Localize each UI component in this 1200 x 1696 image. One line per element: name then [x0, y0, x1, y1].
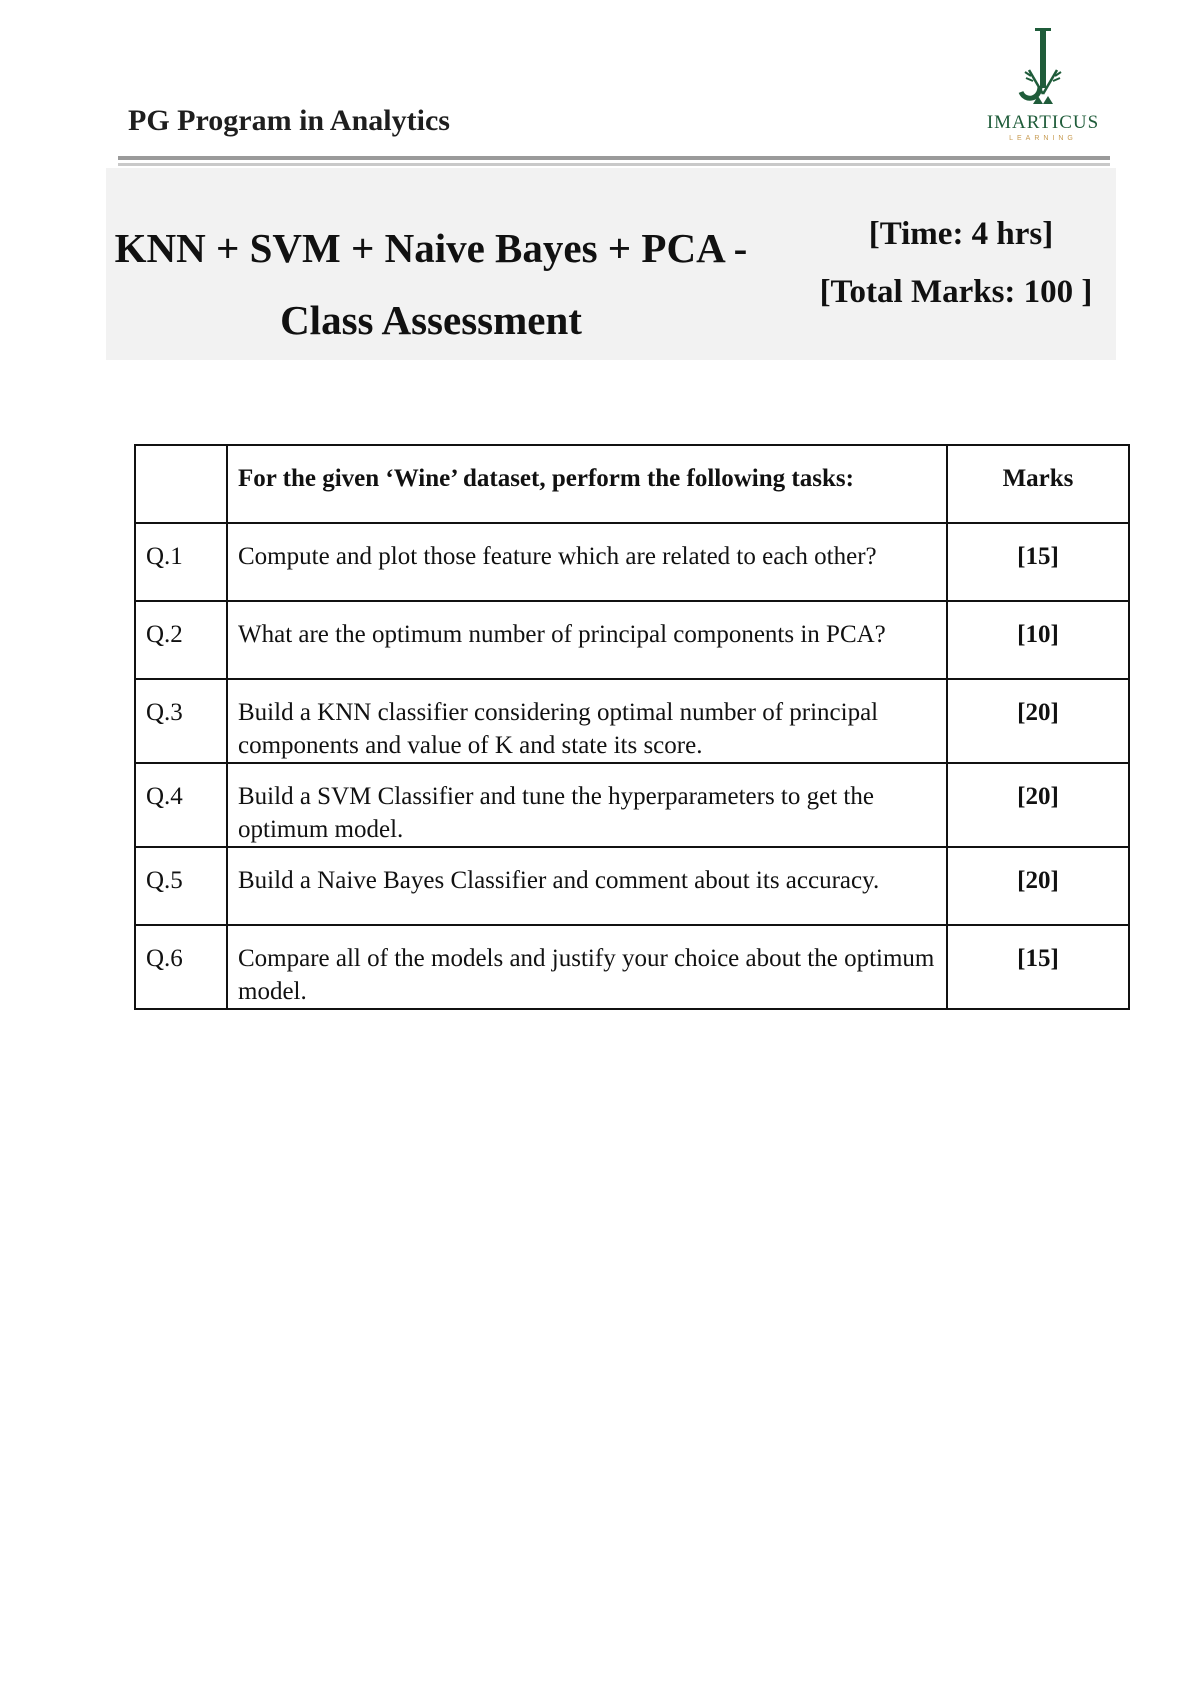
- header-rule: [118, 156, 1110, 160]
- program-title: PG Program in Analytics: [128, 104, 450, 137]
- questions-table: [134, 444, 1130, 1010]
- question-text: Build a KNN classifier considering optimal number of principal components and value of K and state its score.: [227, 679, 947, 763]
- assessment-title-line1: KNN + SVM + Naive Bayes + PCA -: [114, 225, 748, 271]
- question-number: Q.4: [135, 763, 227, 847]
- question-marks: [20]: [947, 763, 1129, 847]
- table-row: [135, 679, 1129, 763]
- total-marks-label: [Total Marks: 100 ]: [819, 274, 1093, 310]
- question-number: Q.3: [135, 679, 227, 763]
- table-row: [135, 601, 1129, 679]
- question-text: What are the optimum number of principal components in PCA?: [227, 601, 947, 679]
- question-text: Build a Naive Bayes Classifier and comment about its accuracy.: [227, 847, 947, 925]
- assessment-title-line2: Class Assessment: [280, 297, 582, 343]
- table-row: [135, 763, 1129, 847]
- question-number: Q.1: [135, 523, 227, 601]
- question-marks: [10]: [947, 601, 1129, 679]
- table-header-row: [135, 445, 1129, 523]
- question-text: Compare all of the models and justify your choice about the optimum model.: [227, 925, 947, 1009]
- header-marks-cell: Marks: [947, 445, 1129, 523]
- table-row: [135, 925, 1129, 1009]
- company-logo: [978, 24, 1108, 148]
- question-marks: [15]: [947, 523, 1129, 601]
- question-marks: [15]: [947, 925, 1129, 1009]
- question-text: Compute and plot those feature which are related to each other?: [227, 523, 947, 601]
- imarticus-logo-icon: [1013, 24, 1073, 110]
- question-number: Q.5: [135, 847, 227, 925]
- question-number: Q.6: [135, 925, 227, 1009]
- logo-subtitle: LEARNING: [1009, 135, 1077, 142]
- question-marks: [20]: [947, 679, 1129, 763]
- table-row: [135, 523, 1129, 601]
- table-row: [135, 847, 1129, 925]
- question-marks: [20]: [947, 847, 1129, 925]
- assessment-title: [106, 212, 756, 356]
- question-number: Q.2: [135, 601, 227, 679]
- title-banner: [106, 168, 1116, 360]
- header-task-cell: For the given ‘Wine’ dataset, perform the following tasks:: [227, 445, 947, 523]
- logo-wordmark: IMARTICUS: [986, 112, 1100, 133]
- header-num-cell: [135, 445, 227, 523]
- header-rule-light: [118, 163, 1110, 166]
- question-text: Build a SVM Classifier and tune the hyperparameters to get the optimum model.: [227, 763, 947, 847]
- time-label: [Time: 4 hrs]: [868, 216, 1054, 252]
